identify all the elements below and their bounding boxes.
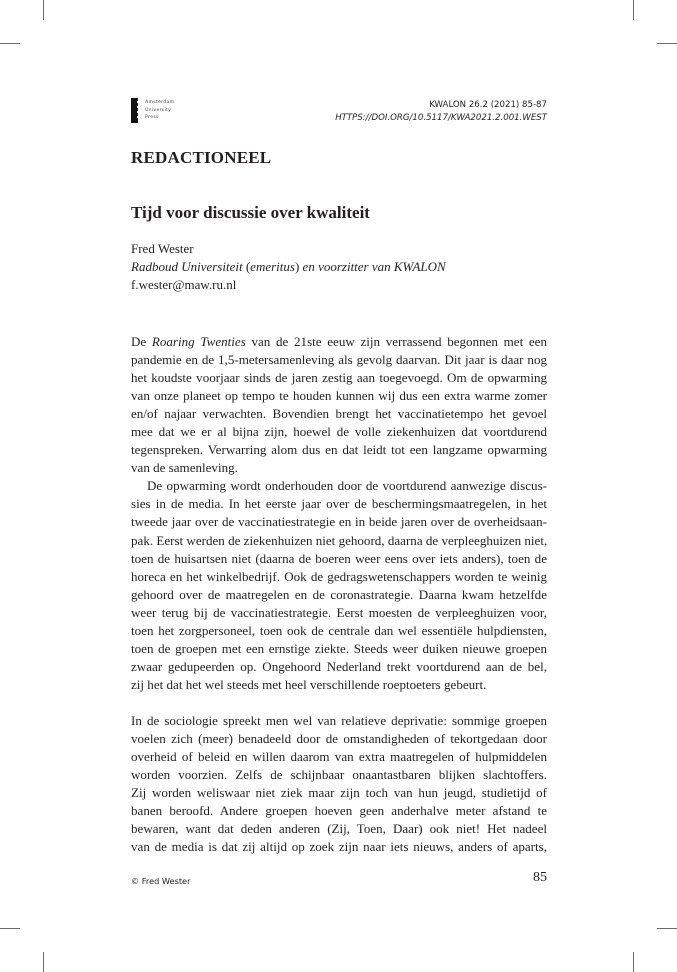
doi-link[interactable]: HTTPS://DOI.ORG/10.5117/KWA2021.2.001.WEST: [335, 113, 547, 123]
running-header: [335, 99, 547, 125]
crop-mark-bottom-right-vertical: [633, 952, 634, 972]
crop-mark-top-left-vertical: [43, 0, 44, 20]
paragraph-3: In de sociologie spreekt men wel van relatieve deprivatie: sommige groepen voelen zich (meer) benadeeld door de omstandigheden of tekortgedaan door overheid of beleid en willen daarom van extra maatregelen of hulpmiddelen worden voorzien. Zelfs de schijnbaar onaantastbaren blijken slachtoffers. Zij worden weliswaar niet ziek maar zijn toch van hun jeugd, studietijd of banen beroofd. Andere groepen hoeven geen anderhalve meter afstand te bewaren, want dat deden anderen (Zij, Toen, Daar) ook niet! Het nadeel van de media is dat zij altijd op zoek zijn naar iets nieuws, anders of aparts,: [131, 712, 547, 855]
paragraph-1: De Roaring Twenties van de 21ste eeuw zijn verrassend begonnen met een pandemie en de 1,5-metersamenleving als gevolg daarvan. Dit jaar is daar nog het koudste voorjaar sinds de jaren zestig aan toegevoegd. Om de opwarming van onze planeet op tempo te houden kunnen wij dus een extra warme zomer en/of najaar verwachten. Bovendien brengt het vaccinatietempo het gevoel mee dat we er al bijna zijn, hoewel de volle ziekenhuizen dat voortdurend tegenspreken. Verwarring alom dus en dat leidt tot een langzame opwarming van de samenleving.: [131, 334, 547, 476]
crop-mark-top-left-horizontal: [0, 43, 20, 44]
publisher-logo: [131, 98, 191, 124]
section-label: REDACTIONEEL: [131, 148, 272, 167]
journal-citation: KWALON 26.2 (2021) 85-87: [429, 100, 547, 110]
publisher-name: Amsterdam University Press: [145, 100, 175, 120]
author-name: Fred Wester: [131, 241, 194, 256]
author-affiliation: Radboud Universiteit (emeritus) en voorzitter van KWALON: [131, 259, 446, 274]
crop-mark-bottom-left-vertical: [43, 952, 44, 972]
crop-mark-bottom-right-horizontal: [657, 928, 677, 929]
paragraph-2: De opwarming wordt onderhouden door de voortdurend aanwezige discus- sies in de media. In het eerste jaar over de beschermingsmaatregelen, in het tweede jaar over de vaccinatiestrategie en in beide jaren over de overheidsaan- pak. Eerst werden de ziekenhuizen niet gehoord, daarna de verpleeghuizen niet, toen de huisartsen niet (daarna de boeren weer eens over iets anders), toen de horeca en het winkelbedrijf. Ook de gedragswetenschappers worden te weinig gehoord over de maatregelen en de coronastrategie. Daarna kwam hetzelfde weer terug bij de vaccinatiestrategie. Eerst moesten de verpleeghuizen voor, toen het zorgpersoneel, toen ook de centrale dan wel essentiële hulpdiensten, toen de groepen met een ernstige ziekte. Steeds weer duiken nieuwe groepen zwaar gedupeerden op. Ongehoord Nederland trekt voortdurend aan de bel, zij het dat het wel steeds met heel verschillende roeptoeters gebeurt.: [131, 478, 548, 692]
article-body: [131, 333, 547, 856]
author-email[interactable]: f.wester@maw.ru.nl: [131, 277, 237, 292]
crop-mark-top-right-horizontal: [657, 43, 677, 44]
copyright-notice: © Fred Wester: [131, 876, 191, 886]
author-block: [131, 240, 446, 294]
crop-mark-bottom-left-horizontal: [0, 928, 20, 929]
amsterdam-university-press-logo-icon: [131, 98, 138, 123]
crop-mark-top-right-vertical: [633, 0, 634, 20]
article-title: Tijd voor discussie over kwaliteit: [131, 203, 370, 222]
page-number: 85: [533, 870, 547, 885]
